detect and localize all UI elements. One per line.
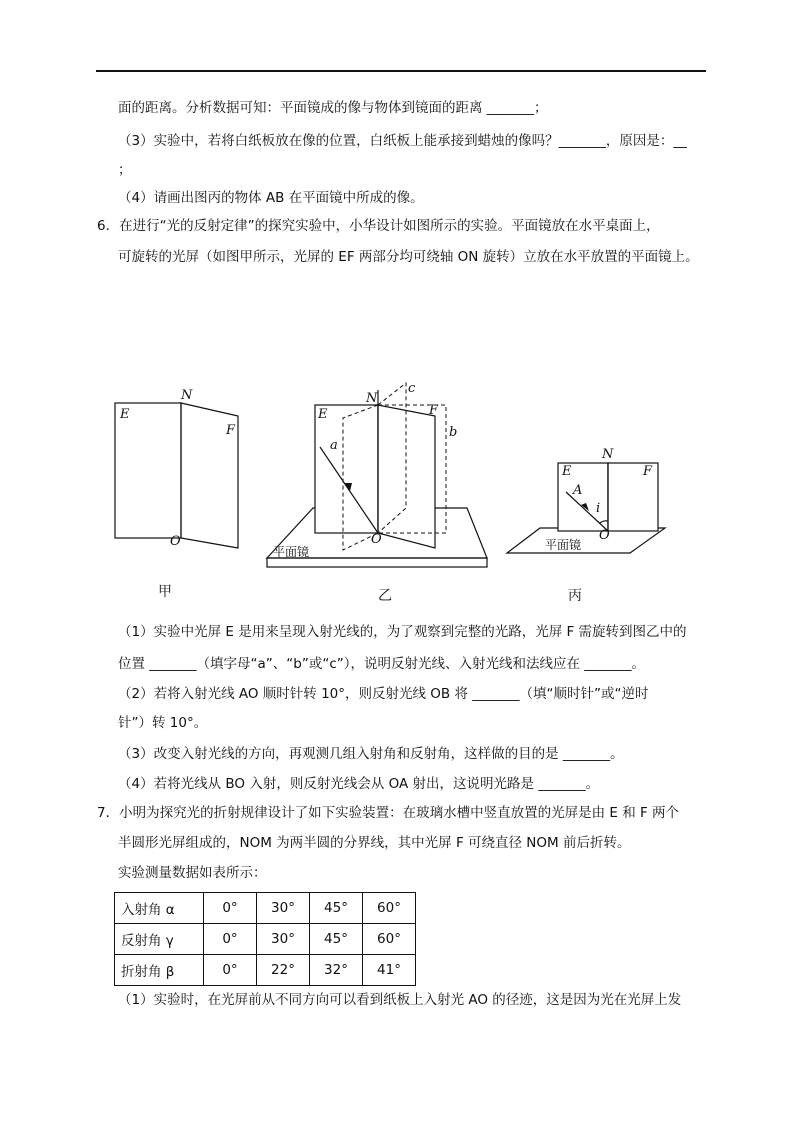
table-row	[115, 924, 416, 955]
text-line-q4: （4）请画出图丙的物体 AB 在平面镜中所成的像。	[118, 190, 424, 206]
sub-question-3: （3）改变入射光线的方向，再观测几组入射角和反射角，这样做的目的是 _______。	[118, 746, 624, 762]
table-cell: 0°	[204, 893, 257, 924]
table-cell: 45°	[310, 893, 363, 924]
yi-screen-e	[315, 405, 378, 533]
question-7-sub-1: （1）实验时，在光屏前从不同方向可以看到纸板上入射光 AO 的径迹，这是因为光在光屏上发	[118, 992, 682, 1008]
table-cell: 41°	[363, 955, 416, 986]
sub-question-4: （4）若将光线从 BO 入射，则反射光线会从 OA 射出，这说明光路是 _______。	[118, 776, 600, 792]
table-cell: 22°	[257, 955, 310, 986]
bing-label-o: O	[599, 528, 610, 543]
table-row-header: 入射角 α	[115, 893, 204, 924]
table-cell: 45°	[310, 924, 363, 955]
question-6-line-2: 可旋转的光屏（如图甲所示，光屏的 EF 两部分均可绕轴 ON 旋转）立放在水平放置的平面镜上。	[118, 249, 699, 265]
text-line-q3: （3）实验中，若将白纸板放在像的位置，白纸板上能承接到蜡烛的像吗？_______，原因是：__	[118, 133, 687, 149]
bing-mirror	[507, 528, 665, 553]
bing-label-n: N	[602, 447, 614, 462]
table-cell: 60°	[363, 924, 416, 955]
question-7-line-2: 半圆形光屏组成的，NOM 为两半圆的分界线，其中光屏 F 可绕直径 NOM 前后折转。	[118, 835, 631, 851]
jia-label-n: N	[181, 388, 193, 403]
header-rule	[96, 70, 706, 72]
bing-label-e: E	[562, 464, 572, 479]
yi-label-n: N	[366, 391, 378, 406]
table-cell: 0°	[204, 924, 257, 955]
sub-question-1-line-1: （1）实验中光屏 E 是用来呈现入射光线的，为了观察到完整的光路，光屏 F 需旋转到图乙中的	[118, 624, 687, 640]
table-cell: 0°	[204, 955, 257, 986]
sub-question-1-line-2: 位置 _______（填字母“a”、“b”或“c”），说明反射光线、入射光线和法线应在 _______。	[118, 656, 646, 672]
table-cell: 32°	[310, 955, 363, 986]
yi-caption: 乙	[378, 588, 392, 604]
question-6-line-1: 6．在进行“光的反射定律”的探究实验中，小华设计如图所示的实验。平面镜放在水平桌面上，	[97, 218, 660, 234]
bing-label-mirror: 平面镜	[545, 538, 582, 552]
yi-label-e: E	[318, 407, 328, 422]
table-row	[115, 955, 416, 986]
question-7-line-1: 7．小明为探究光的折射规律设计了如下实验装置：在玻璃水槽中竖直放置的光屏是由 E 和 F 两个	[97, 805, 680, 821]
table-row-header: 反射角 γ	[115, 924, 204, 955]
angle-table	[114, 892, 416, 986]
yi-label-o: O	[371, 532, 382, 547]
jia-label-f: F	[226, 423, 236, 438]
sub-question-2-line-1: （2）若将入射光线 AO 顺时针转 10°，则反射光线 OB 将 _______（填“顺时针”或“逆时	[118, 686, 649, 702]
yi-label-f: F	[429, 403, 439, 418]
figure-drawing	[100, 380, 700, 610]
question-7-line-3: 实验测量数据如表所示：	[118, 865, 267, 881]
jia-caption: 甲	[158, 584, 172, 600]
yi-label-mirror: 平面镜	[273, 545, 310, 559]
text-line-distance: 面的距离。分析数据可知：平面镜成的像与物体到镜面的距离 _______；	[118, 100, 548, 116]
bing-label-i: i	[596, 501, 601, 516]
yi-label-a: a	[330, 438, 338, 453]
yi-label-c: c	[408, 381, 416, 396]
jia-label-o: O	[170, 534, 181, 549]
table-cell: 30°	[257, 893, 310, 924]
text-line-semicolon: ；	[118, 162, 132, 178]
table-row	[115, 893, 416, 924]
bing-label-f: F	[643, 464, 653, 479]
jia-label-e: E	[120, 407, 130, 422]
bing-label-a: A	[573, 483, 583, 498]
jia-screen-e	[115, 403, 181, 538]
table-cell: 30°	[257, 924, 310, 955]
figure-reflection-experiment	[100, 380, 700, 610]
table-row-header: 折射角 β	[115, 955, 204, 986]
yi-label-b: b	[449, 425, 458, 440]
sub-question-2-line-2: 针”）转 10°。	[118, 715, 208, 731]
table-cell: 60°	[363, 893, 416, 924]
bing-caption: 丙	[568, 588, 582, 604]
